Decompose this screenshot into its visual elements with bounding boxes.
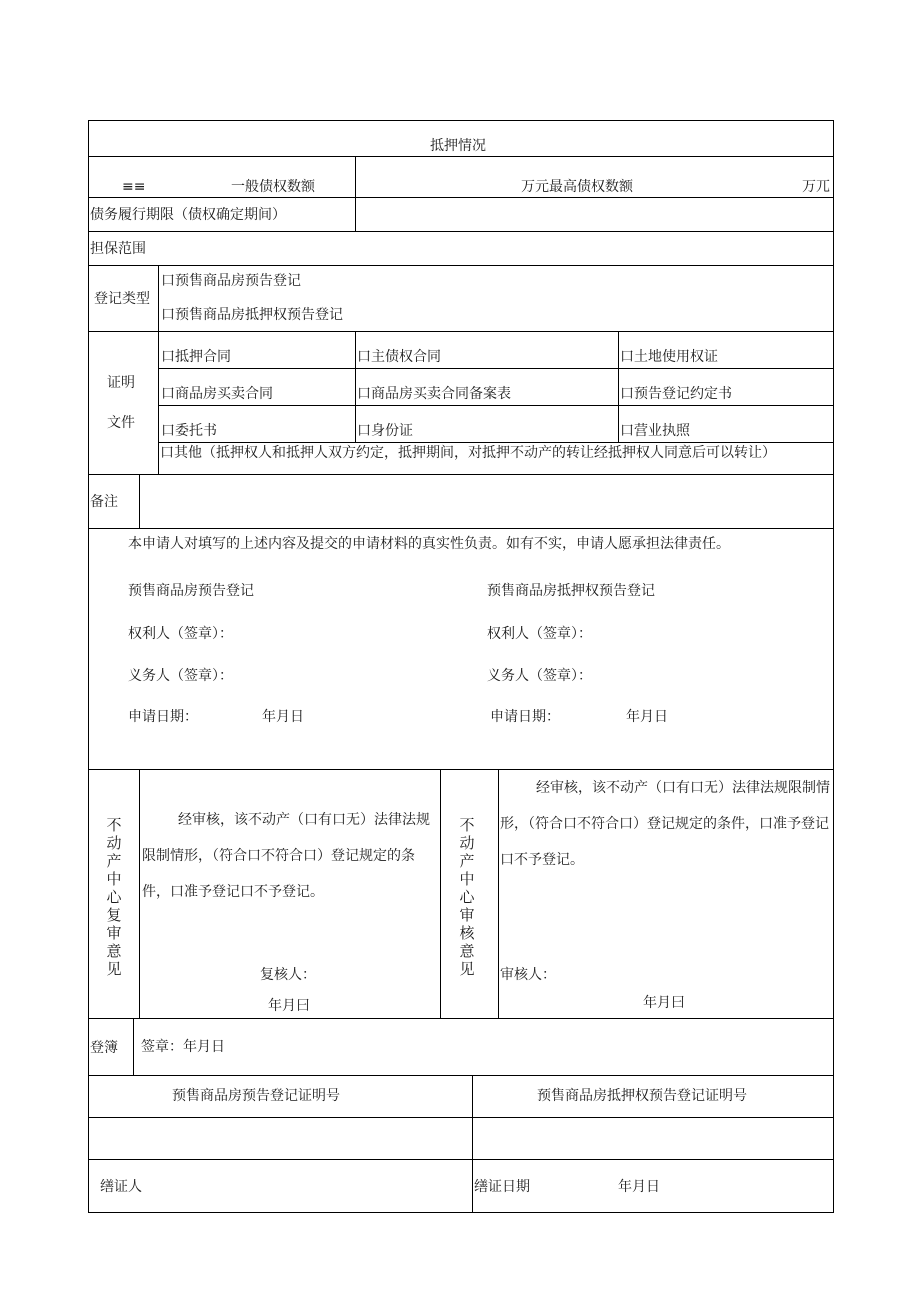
- review-right-text: 经审核，该不动产（口有口无）法律法规限制情形，（符合口不符合口）登记规定的条件，口准予登记口不予登记。: [500, 780, 830, 868]
- review-left-text: 经审核，该不动产（口有口无）法律法规限制情形，（符合口不符合口）登记规定的条件，口准予登记口不予登记。: [142, 812, 430, 900]
- row-line: [88, 331, 834, 332]
- right-date-label: 申请日期：: [490, 709, 560, 725]
- col-line: [139, 769, 140, 1018]
- register-book-label: 登簿: [90, 1040, 118, 1056]
- remarks-label: 备注: [90, 494, 118, 510]
- row-line: [88, 231, 834, 232]
- table-border-bottom: [88, 1212, 834, 1213]
- doc-principal-contract[interactable]: 口主债权合同: [357, 349, 441, 365]
- marks: ≡≡: [122, 179, 146, 195]
- review-right-date: 年月曰: [643, 995, 685, 1011]
- doc-agreement[interactable]: 口预告登记约定书: [620, 386, 732, 402]
- left-title: 预售商品房预告登记: [128, 583, 254, 599]
- mortgage-header: 抵押情况: [430, 138, 486, 154]
- row-line: [88, 197, 834, 198]
- doc-mortgage-contract[interactable]: 口抵押合同: [161, 349, 231, 365]
- doc-id-card[interactable]: 口身份证: [357, 423, 413, 439]
- scope-label: 担保范围: [90, 241, 146, 257]
- row-line: [88, 1018, 834, 1019]
- col-line: [158, 265, 159, 474]
- col-line: [472, 1075, 473, 1213]
- left-obligor-sign: 义务人（签章）：: [128, 668, 233, 684]
- row-line: [88, 1117, 834, 1118]
- row-line: [158, 405, 834, 406]
- col-line: [355, 331, 356, 442]
- cert-issuer-label: 缮证人: [100, 1179, 142, 1195]
- doc-land-certificate[interactable]: 口土地使用权证: [620, 349, 718, 365]
- right-obligor-sign: 义务人（签章）：: [487, 668, 592, 684]
- review-left-signer: 复核人：: [260, 967, 316, 983]
- row-line: [88, 1075, 834, 1076]
- row-line: [158, 368, 834, 369]
- cert-right-header: 预售商品房抵押权预告登记证明号: [537, 1088, 747, 1104]
- col-line: [355, 156, 356, 231]
- review-right-signer: 审核人：: [500, 967, 556, 983]
- registration-type-label: 登记类型: [94, 291, 150, 307]
- cert-date-value: 年月日: [618, 1179, 660, 1195]
- row-line: [88, 156, 834, 157]
- row-line: [88, 474, 834, 475]
- col-line: [440, 769, 441, 1018]
- max-debt-label: 万元最高债权数额: [521, 179, 633, 195]
- table-border-right: [833, 120, 834, 1213]
- doc-filing-form[interactable]: 口商品房买卖合同备案表: [357, 386, 511, 402]
- row-line: [88, 1159, 834, 1160]
- row-line: [88, 265, 834, 266]
- right-holder-sign: 权利人（签章）：: [487, 626, 592, 642]
- left-date-label: 申请日期：: [128, 709, 198, 725]
- cert-left-header: 预售商品房预告登记证明号: [172, 1088, 340, 1104]
- registration-option-presale[interactable]: 口预售商品房预告登记: [161, 273, 301, 289]
- registration-option-mortgage[interactable]: 口预售商品房抵押权预告登记: [161, 307, 343, 323]
- review-left-date: 年月曰: [268, 998, 310, 1014]
- doc-other[interactable]: 口其他（抵押权人和抵押人双方约定，抵押期间，对抵押不动产的转让经抵押权人同意后可以转让）: [160, 445, 776, 461]
- unit-label: 万兀: [802, 179, 830, 195]
- row-line: [88, 528, 834, 529]
- col-line: [618, 331, 619, 442]
- left-holder-sign: 权利人（签章）：: [128, 626, 233, 642]
- register-book-seal: 签章：年月日: [141, 1039, 225, 1055]
- review-left-label: 不动产中心复审意见: [106, 816, 122, 978]
- table-border-top: [88, 120, 834, 121]
- doc-other-clip: [160, 443, 830, 473]
- right-date-value: 年月日: [626, 709, 668, 725]
- docs-label-line1: 证明: [107, 375, 135, 391]
- review-right-label: 不动产中心审核意见: [459, 816, 475, 978]
- table-border-left: [88, 120, 89, 1213]
- cert-date-label: 缮证日期: [474, 1179, 530, 1195]
- left-date-value: 年月日: [262, 709, 304, 725]
- col-line: [498, 769, 499, 1018]
- doc-business-license[interactable]: 口营业执照: [620, 423, 690, 439]
- declaration-statement: 本申请人对填写的上述内容及提交的申请材料的真实性负责。如有不实，申请人愿承担法律责任。: [128, 536, 730, 552]
- right-title: 预售商品房抵押权预告登记: [487, 583, 655, 599]
- general-debt-label: 一般债权数额: [231, 179, 315, 195]
- col-line: [133, 1018, 134, 1075]
- docs-label-line2: 文件: [107, 415, 135, 431]
- doc-power-of-attorney[interactable]: 口委托书: [161, 423, 217, 439]
- col-line: [139, 474, 140, 528]
- term-label: 债务履行期限（债权确定期间）: [90, 207, 286, 223]
- doc-sales-contract[interactable]: 口商品房买卖合同: [161, 386, 273, 402]
